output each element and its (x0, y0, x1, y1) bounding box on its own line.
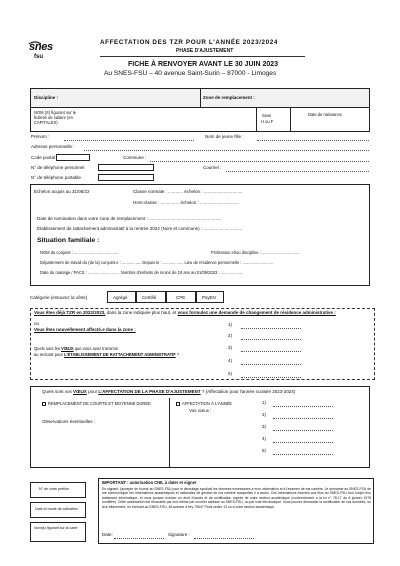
category-agrege-label: Agrégé (113, 294, 128, 300)
rattachement-voeu-5-line[interactable] (241, 377, 301, 378)
logo-line2: fsu (34, 54, 43, 60)
return-deadline: FICHE À RENVOYER AVANT LE 30 JUIN 2023 (128, 61, 279, 68)
nomination-date: Date de nomination dans votre zone de remplacement : .......................................................... (37, 216, 222, 221)
classe-normale: Classe normale : ............ échelon : ............................... (133, 189, 243, 194)
logo-line1: snes (29, 41, 53, 53)
commune-label: Commune : (123, 155, 147, 160)
signature-label: Signature : (168, 532, 190, 537)
cnil-title: IMPORTANT : autorisation CNIL à dater et signer (102, 480, 197, 485)
ajustement-voeu-4-line[interactable] (273, 442, 333, 443)
name-col-divider-1 (256, 108, 257, 132)
category-cpe-label: CPE (176, 294, 186, 300)
maiden-name-line (257, 140, 369, 141)
ajustement-voeu-1: 1) (262, 400, 267, 405)
option-remplacement-label: REMPLACEMENT DE COURTE ET MOYENNE DURÉE (48, 401, 151, 406)
already-tzr-text: Vous êtes déjà TZR en 2022/2023, (34, 310, 106, 315)
rattachement-question-2 (34, 353, 179, 357)
zone-label: Zone de remplacement : (203, 95, 255, 100)
form-title: AFFECTATION DES TZR POUR L'ANNÉE 2023/2024 (100, 39, 278, 46)
commune-line (150, 161, 369, 162)
cotisation-box[interactable] (30, 502, 86, 518)
aj-q-end: ? (Affectation pour l'année scolaire 2023-2024) (201, 389, 296, 394)
rattachement-voeu-1: 1) (228, 322, 233, 327)
q2-end: ? (176, 352, 180, 357)
prefix-box[interactable] (30, 482, 86, 498)
aj-q-b: pour (88, 389, 98, 394)
q2-a: au rectorat pour (34, 352, 63, 357)
category-cpe[interactable] (166, 291, 196, 303)
rattachement-voeu-3-line[interactable] (241, 351, 301, 352)
ajustement-voeu-2-line[interactable] (273, 418, 333, 419)
aj-q-a: Quels sont vos (42, 389, 72, 394)
prenom-line (64, 140, 194, 141)
ajustement-voeu-3-line[interactable] (273, 430, 333, 431)
name-note: NOM (S) figurant sur le bulletin de salaire (en CAPITALES) (34, 110, 77, 125)
q1-voeux: VŒUX (61, 346, 74, 351)
email-label: Courriel : (203, 165, 222, 170)
ajustement-voeu-5: 5) (262, 448, 267, 453)
snes-logo (27, 40, 61, 66)
cotisation-label: Date et mode de cotisation (35, 507, 78, 511)
cnil-body: En signant, j'accepte de fournir au SNES-FSU pour le déroulage syndical les données nécessaires à mon information et à l'examen de ma carrière. Je demande au SNES-FSU de me communiquer les informations académiques et nationales de gestion de ma carrière auxquelles il a accès. Ces informations fournies aux élus du SNES-FSU font l'objet d'un traitement informatique, et vous pouvez exercer un droit d'accès et de rectification auprès de votre section académique (conformément à la loi n° 78-17 du 6 janvier 1978 modifiée). Cette autorisation est révocable par moi-même par courrier adressé au SNES-FSU, ou par voie électronique. Vous pouvez demander la rectification de vos données, ou leur effacement, en écrivant au SNES-FSU, 46 avenue d'Ivry 75647 Paris cedex 13 ou à votre section académique. (102, 487, 371, 509)
ajustement-voeu-3: 3) (262, 424, 267, 429)
postal-code-label: Code postal (31, 155, 56, 160)
q1-b: que vous avez transmis (74, 346, 118, 351)
category-label: Catégorie (entourez la vôtre) (30, 295, 88, 300)
situation-title: Situation familiale : (37, 237, 100, 244)
return-address: Au SNES-FSU – 40 avenue Saint-Surin – 87000 - Limoges (104, 70, 277, 77)
mobile-phone-box[interactable] (98, 174, 154, 181)
rattachement-voeu-1-line[interactable] (241, 328, 301, 329)
aj-q-phase: L'AFFECTATION DE LA PHASE D'AJUSTEMENT (98, 389, 201, 394)
option-annee-text: AFFECTATION À L'ANNÉE (182, 401, 232, 406)
ou-label: ou (34, 321, 40, 326)
ajustement-voeu-2: 2) (262, 412, 267, 417)
sexe-label: Sexe (262, 113, 272, 118)
discipline-label: Discipline : (34, 95, 59, 100)
home-phone-box[interactable] (98, 164, 154, 171)
spouse-name: NOM du conjoint : ....................................... (40, 250, 119, 255)
rattachement-question-1 (34, 347, 118, 351)
rattachement-voeu-5: 5) (228, 371, 233, 376)
marriage-date: Date du mariage / PACS : ............................ Nombre d'enfants de moins de 18 ans au 01/09/2023 : .................... (40, 270, 244, 275)
newly-assigned: Vous êtes nouvellement affecté.e dans la zone : (34, 327, 136, 332)
email-line (226, 171, 369, 172)
q2-etab: L'ÉTABLISSEMENT DE RATTACHEMENT ADMINISTRATIF (64, 352, 176, 357)
maiden-name-label: Nom de jeune fille : (205, 134, 244, 139)
aj-q-voeux: VŒUX (73, 389, 87, 394)
rattachement-voeu-2: 2) (228, 333, 233, 338)
already-tzr-mid: dans la zone indiquée plus haut, et (105, 310, 178, 315)
rattachement-voeu-3: 3) (228, 345, 233, 350)
already-tzr-request: vous formulez une demande de changement de résidence administrative : (177, 310, 336, 315)
birth-date-label: Date de naissance (308, 112, 342, 117)
ajustement-box (30, 386, 370, 468)
already-tzr-line (34, 311, 336, 316)
address-label: Adresse personnelle : (31, 144, 75, 149)
vos-voeux-label: Vos vœux : (189, 408, 212, 413)
card-name-label: Nom(s) figurant sur la carte (34, 526, 78, 530)
prefix-label: N° de votre préfixe (39, 487, 69, 491)
echelon-label: Échelon acquis au 31/08/22 (34, 189, 90, 194)
header-divider (100, 56, 305, 57)
hors-classe: Hors-classe : ............... échelon : ............................... (133, 200, 239, 205)
ajustement-question (42, 390, 295, 395)
identity-header-divider (200, 88, 201, 108)
etablissement: Établissement de rattachement administratif à la rentrée 2022 (Nom et commune) : ............................... (37, 226, 243, 231)
category-psyen-label: PsyEN (202, 294, 216, 300)
option-annee-checkbox[interactable] (176, 402, 180, 406)
signature-line[interactable] (194, 538, 254, 539)
rattachement-box (30, 308, 375, 380)
ajustement-divider (169, 398, 170, 468)
q1-a: Quels sont les (34, 346, 60, 351)
category-certifie-label: Certifié (142, 294, 157, 300)
observations-label: Observations éventuelles : (42, 419, 96, 424)
mobile-phone-label: N° de téléphone portable (31, 175, 81, 180)
form-subtitle: PHASE D'AJUSTEMENT (176, 48, 234, 54)
category-agrege[interactable] (107, 291, 136, 303)
option-remplacement-checkbox[interactable] (42, 402, 46, 406)
date-label: Date: (102, 532, 113, 537)
ajustement-voeu-1-line[interactable] (273, 406, 333, 407)
sexe-values: H ou F (261, 119, 274, 124)
postal-code-box[interactable] (56, 154, 90, 161)
rattachement-voeu-4: 4) (228, 358, 233, 363)
address-line (84, 150, 369, 151)
category-psyen[interactable] (196, 291, 224, 303)
name-col-divider-2 (290, 108, 291, 132)
category-certifie[interactable] (136, 291, 166, 303)
spouse-department: Département de travail du (de la) conjoint.e : ................. Depuis le : .................. Lieu de résidence personnelle : ........................... (40, 260, 274, 265)
date-line[interactable] (114, 538, 164, 539)
card-name-box[interactable] (30, 522, 86, 542)
prenom-label: Prénom : (31, 134, 50, 139)
spouse-profession: Profession et/ou discipline : .................................. (211, 250, 301, 255)
ajustement-voeu-4: 4) (262, 436, 267, 441)
ajustement-voeu-5-line[interactable] (273, 454, 333, 455)
rattachement-voeu-2-line[interactable] (241, 339, 301, 340)
home-phone-label: N° de téléphone personnel (31, 165, 85, 170)
rattachement-voeu-4-line[interactable] (241, 364, 301, 365)
